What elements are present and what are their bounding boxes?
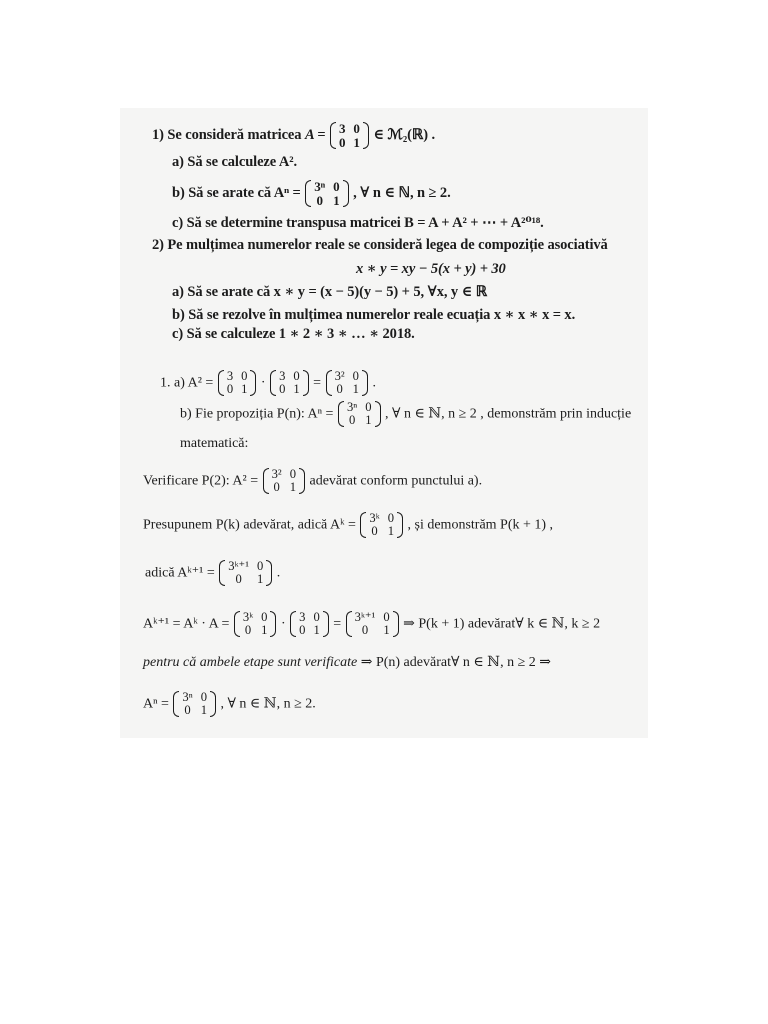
matrix-entries bbox=[331, 370, 363, 396]
matrix-entry: 1 bbox=[353, 134, 360, 150]
matrix-entry: 1 bbox=[289, 480, 296, 495]
assumption-line bbox=[143, 512, 553, 538]
matrix-entry: 1 bbox=[313, 623, 320, 638]
final-result-matrix bbox=[173, 691, 216, 717]
solution-1b-tail-2: matematică: bbox=[180, 436, 249, 451]
matrix-entry: 0 bbox=[200, 690, 207, 704]
induction-matrix-2 bbox=[290, 611, 329, 637]
induction-matrix-1 bbox=[234, 611, 277, 637]
induction-step-tail: ⇒ P(k + 1) adevărat∀ k ∈ ℕ, k ≥ 2 bbox=[403, 616, 601, 632]
matrix-entry: 0 bbox=[371, 524, 378, 539]
matrix-entry: 3ᵏ⁺¹ bbox=[228, 559, 249, 573]
matrix-entry: 0 bbox=[256, 559, 264, 573]
problem-2c: c) Să se calculeze 1 ∗ 2 ∗ 3 ∗ … ∗ 2018. bbox=[172, 326, 415, 342]
matrix-entry: 0 bbox=[289, 467, 296, 481]
problem-1-intro: 1) Se consideră matricea bbox=[152, 127, 302, 144]
matrix-entries bbox=[351, 611, 394, 637]
solution-1a-matrix-1 bbox=[218, 370, 257, 396]
problem-1b-text: b) Să se arate că Aⁿ = bbox=[172, 185, 301, 202]
goal-matrix bbox=[219, 560, 272, 586]
solution-1b bbox=[180, 401, 631, 427]
matrix-entry: 0 bbox=[299, 623, 306, 638]
matrix-entry: 0 bbox=[348, 413, 356, 428]
assumption-matrix bbox=[360, 512, 403, 538]
matrix-entry: 3 bbox=[226, 369, 234, 383]
matrix-entry: 0 bbox=[244, 623, 252, 638]
matrix-entry: 0 bbox=[333, 179, 340, 194]
solution-1b-matrix bbox=[338, 401, 381, 427]
matrix-entry: 1 bbox=[387, 524, 394, 539]
matrix-entry: 3ⁿ bbox=[346, 400, 358, 414]
matrix-entry: 3ᵏ bbox=[242, 610, 254, 624]
matrix-entries bbox=[223, 370, 252, 396]
conclusion-line bbox=[143, 656, 551, 670]
problem-2-statement: 2) Pe mulțimea numerelor reale se consideră legea de compoziție asociativă bbox=[152, 237, 608, 253]
matrix-entry: 0 bbox=[261, 610, 268, 624]
verification-head: Verificare P(2): A² = bbox=[143, 473, 259, 489]
matrix-entry: 0 bbox=[387, 511, 394, 525]
matrix-entry: 0 bbox=[361, 623, 369, 638]
matrix-entries bbox=[275, 370, 304, 396]
equals-sign: = bbox=[333, 616, 342, 632]
problem-1a: a) Să se calculeze A². bbox=[172, 154, 297, 170]
matrix-set: ∈ ℳ₂(ℝ) . bbox=[373, 127, 436, 144]
equals-sign: = bbox=[313, 375, 322, 391]
final-result-head: Aⁿ = bbox=[143, 696, 169, 712]
assumption-tail: , și demonstrăm P(k + 1) , bbox=[407, 517, 554, 533]
period: . bbox=[276, 565, 281, 581]
matrix-entry: 3ⁿ bbox=[182, 690, 193, 704]
conclusion-italic: pentru că ambele etape sunt verificate bbox=[143, 655, 358, 670]
goal-line bbox=[145, 560, 280, 586]
problem-2b: b) Să se rezolve în mulțimea numerelor reale ecuația x ∗ x ∗ x = x. bbox=[172, 307, 576, 323]
problem-1b bbox=[172, 180, 451, 207]
matrix-entry: 0 bbox=[338, 134, 346, 150]
verification-line bbox=[143, 468, 482, 494]
conclusion-tail: ⇒ P(n) adevărat∀ n ∈ ℕ, n ≥ 2 ⇒ bbox=[360, 655, 551, 670]
solution-1a-matrix-3 bbox=[326, 370, 368, 396]
problem-1-statement bbox=[152, 122, 435, 149]
matrix-entry: 3ᵏ bbox=[369, 511, 380, 525]
matrix-entries bbox=[365, 512, 398, 538]
dot-operator: · bbox=[260, 375, 266, 391]
solution-1a-head: 1. a) A² = bbox=[160, 375, 214, 391]
assumption-head: Presupunem P(k) adevărat, adică Aᵏ = bbox=[143, 517, 356, 533]
matrix-entries bbox=[335, 122, 364, 149]
matrix-entry: 3² bbox=[334, 369, 345, 383]
matrix-entry: 0 bbox=[336, 382, 343, 397]
matrix-a-label: A = bbox=[304, 127, 326, 144]
matrix-entry: 3² bbox=[271, 467, 282, 481]
matrix-entry: 0 bbox=[313, 610, 320, 624]
verification-matrix bbox=[263, 468, 305, 494]
matrix-entry: 0 bbox=[293, 369, 300, 383]
induction-matrix-3 bbox=[346, 611, 399, 637]
induction-step-head: Aᵏ⁺¹ = Aᵏ · A = bbox=[143, 616, 230, 632]
matrix-entry: 0 bbox=[241, 369, 248, 383]
matrix-entry: 1 bbox=[352, 382, 359, 397]
matrix-entry: 1 bbox=[365, 413, 372, 428]
matrix-entries bbox=[239, 611, 272, 637]
matrix-entries bbox=[310, 180, 343, 207]
problem-1b-tail: , ∀ n ∈ ℕ, n ≥ 2. bbox=[353, 185, 451, 202]
matrix-entry: 0 bbox=[279, 382, 286, 397]
verification-tail: adevărat conform punctului a). bbox=[309, 473, 483, 489]
final-result-tail: , ∀ n ∈ ℕ, n ≥ 2. bbox=[220, 696, 316, 712]
solution-1b-tail: , ∀ n ∈ ℕ, n ≥ 2 , demonstrăm prin inducție bbox=[385, 406, 632, 422]
matrix-entries bbox=[295, 611, 324, 637]
solution-1a-matrix-2 bbox=[270, 370, 309, 396]
problem-2a: a) Să se arate că x ∗ y = (x − 5)(y − 5) + 5, ∀x, y ∈ ℝ bbox=[172, 284, 488, 300]
matrix-entry: 3 bbox=[279, 369, 286, 383]
matrix-entries bbox=[343, 401, 376, 427]
matrix-entry: 0 bbox=[235, 572, 242, 587]
composition-law: x ∗ y = xy − 5(x + y) + 30 bbox=[356, 261, 506, 277]
solution-1a bbox=[160, 370, 376, 396]
matrix-entry: 0 bbox=[184, 703, 191, 718]
matrix-entry: 0 bbox=[273, 480, 280, 495]
period: . bbox=[372, 375, 376, 391]
matrix-entry: 1 bbox=[241, 382, 248, 397]
problem-1c: c) Să se determine transpusa matricei B = A + A² + ⋯ + A²⁰¹⁸. bbox=[172, 215, 544, 231]
matrix-entry: 0 bbox=[365, 400, 372, 414]
matrix-entry: 1 bbox=[261, 623, 268, 638]
matrix-entry: 3ᵏ⁺¹ bbox=[354, 610, 376, 624]
matrix-entry: 0 bbox=[383, 610, 390, 624]
matrix-an bbox=[305, 180, 348, 207]
goal-head: adică Aᵏ⁺¹ = bbox=[145, 565, 215, 581]
matrix-entries bbox=[224, 560, 267, 586]
matrix-entry: 0 bbox=[316, 192, 323, 208]
matrix-entry: 1 bbox=[333, 192, 340, 208]
matrix-entry: 1 bbox=[200, 703, 207, 718]
induction-step-line bbox=[143, 611, 600, 637]
final-result-line bbox=[143, 691, 316, 717]
matrix-entries bbox=[268, 468, 300, 494]
matrix-a bbox=[330, 122, 369, 149]
matrix-entry: 3ⁿ bbox=[314, 179, 326, 194]
dot-operator: · bbox=[280, 616, 286, 632]
matrix-entry: 1 bbox=[256, 572, 264, 587]
matrix-entries bbox=[178, 691, 211, 717]
matrix-entry: 1 bbox=[293, 382, 300, 397]
matrix-entry: 1 bbox=[383, 623, 390, 638]
matrix-entry: 3 bbox=[299, 610, 306, 624]
matrix-entry: 0 bbox=[226, 382, 234, 397]
matrix-entry: 0 bbox=[352, 369, 359, 383]
solution-1b-head: b) Fie propoziția P(n): Aⁿ = bbox=[180, 406, 334, 422]
matrix-entry: 0 bbox=[353, 121, 360, 136]
matrix-entry: 3 bbox=[338, 121, 346, 136]
